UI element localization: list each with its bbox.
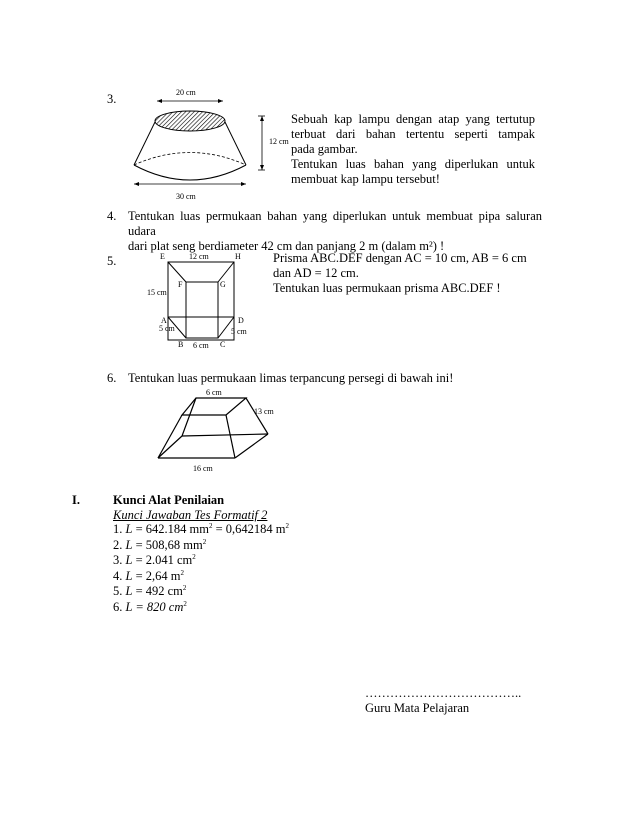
q3-line-3: pada gambar. <box>291 142 358 156</box>
answer-list <box>113 522 289 615</box>
q6-side-dimension: 13 cm <box>254 407 274 416</box>
question-5-number: 5. <box>107 254 117 268</box>
q5-line-2: dan AD = 12 cm. <box>273 266 359 280</box>
answer-3: 3. L = 2.041 $cm^2$ <box>113 552 196 567</box>
question-3-number: 3. <box>107 92 117 106</box>
q3-line-5: membuat kap lampu tersebut! <box>291 172 440 186</box>
section-title: Kunci Alat Penilaian <box>113 493 225 507</box>
section-subtitle: Kunci Jawaban Tes Formatif 2 <box>113 508 268 522</box>
vertex-H-label: H <box>235 252 241 261</box>
q3-line-2: terbuat dari bahan tertentu seperti tampak <box>291 127 535 141</box>
question-6-text: Tentukan luas permukaan limas terpancung persegi di bawah ini! <box>128 371 454 385</box>
vertex-A-label: A <box>161 316 167 325</box>
question-4-number: 4. <box>107 209 117 223</box>
q3-line-1: Sebuah kap lampu dengan atap yang tertutup <box>291 112 535 126</box>
q6-bottom-dimension: 16 cm <box>193 464 213 473</box>
signature-role: Guru Mata Pelajaran <box>365 701 470 715</box>
answer-4: 4. L = 2,64 $m^2$ <box>113 568 184 583</box>
q5-left-dimension: 15 cm <box>147 288 167 297</box>
q5-line-1: Prisma ABC.DEF dengan AC = 10 cm, AB = 6 cm <box>273 251 527 265</box>
answer-6: 6. L = 820 $cm^2$ <box>113 599 187 614</box>
vertex-G-label: G <box>220 280 226 289</box>
answer-2: 2. L = 508,68 $mm^2$ <box>113 537 207 552</box>
answer-5: 5. L = 492 $cm^2$ <box>113 583 187 598</box>
q3-bottom-dimension: 30 cm <box>176 192 196 201</box>
q5-line-3: Tentukan luas permukaan prisma ABC.DEF ! <box>273 281 501 295</box>
question-6-number: 6. <box>107 371 117 385</box>
q5-a-dimension: 5 cm <box>159 324 175 333</box>
vertex-B-label: B <box>178 340 184 349</box>
vertex-E-label: E <box>160 252 165 261</box>
q5-bottom-dimension: 6 cm <box>193 341 209 350</box>
signature-dots: ……………………………….. <box>365 686 522 700</box>
q5-d-dimension: 5 cm <box>231 327 247 336</box>
q5-top-dimension: 12 cm <box>189 252 209 261</box>
q4-line-2: dari plat seng berdiameter 42 cm dan panjang 2 m (dalam m²) ! <box>128 239 445 253</box>
q4-line-1: Tentukan luas permukaan bahan yang diperlukan untuk membuat pipa saluran udara <box>128 209 542 238</box>
vertex-C-label: C <box>220 340 226 349</box>
section-number: I. <box>72 493 80 507</box>
answer-1: 1. L = 642.184 $mm^2 = 0,642184$ $m^2$ <box>113 521 289 536</box>
q6-top-dimension: 6 cm <box>206 388 222 397</box>
vertex-F-label: F <box>178 280 183 289</box>
q3-top-dimension: 20 cm <box>176 88 196 97</box>
q3-line-4: Tentukan luas bahan yang diperlukan untuk <box>291 157 535 171</box>
q3-height-dimension: 12 cm <box>269 137 289 146</box>
vertex-D-label: D <box>238 316 244 325</box>
